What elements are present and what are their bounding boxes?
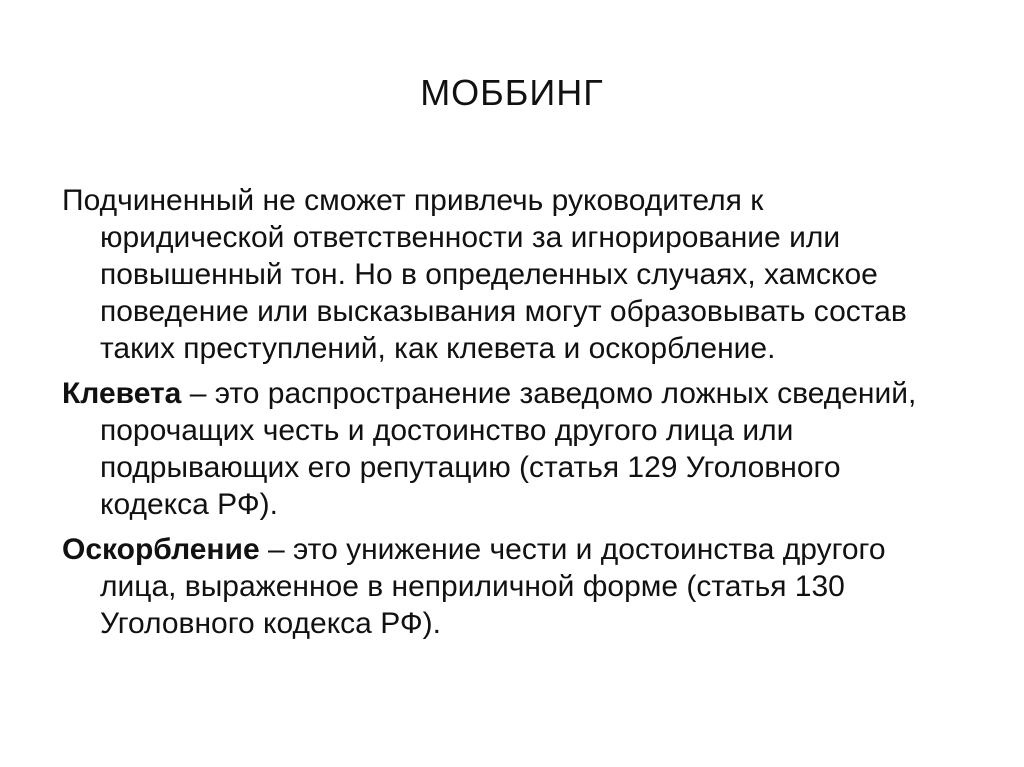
slide-body — [62, 182, 952, 650]
paragraph-defamation — [62, 375, 952, 523]
paragraph-mobbing-intro — [62, 182, 952, 367]
paragraph-insult — [62, 531, 952, 642]
term-insult: Оскорбление — [62, 533, 260, 566]
definition-insult: – это унижение чести и достоинства другого лица, выраженное в неприличной форме (статья 130 Уголовного кодекса РФ). — [100, 533, 886, 640]
slide-title: МОББИНГ — [420, 72, 604, 113]
definition-defamation: – это распространение заведомо ложных сведений, порочащих честь и достоинство другого лица или подрывающих его репутацию (статья 129 Уголовного кодекса РФ). — [100, 377, 917, 521]
term-defamation: Клевета — [62, 377, 182, 410]
paragraph-text: Подчиненный не сможет привлечь руководителя к юридической ответственности за игнорирование или повышенный тон. Но в определенных случаях, хамское поведение или высказывания могут образовывать состав таких преступлений, как клевета и оскорбление. — [62, 184, 907, 365]
